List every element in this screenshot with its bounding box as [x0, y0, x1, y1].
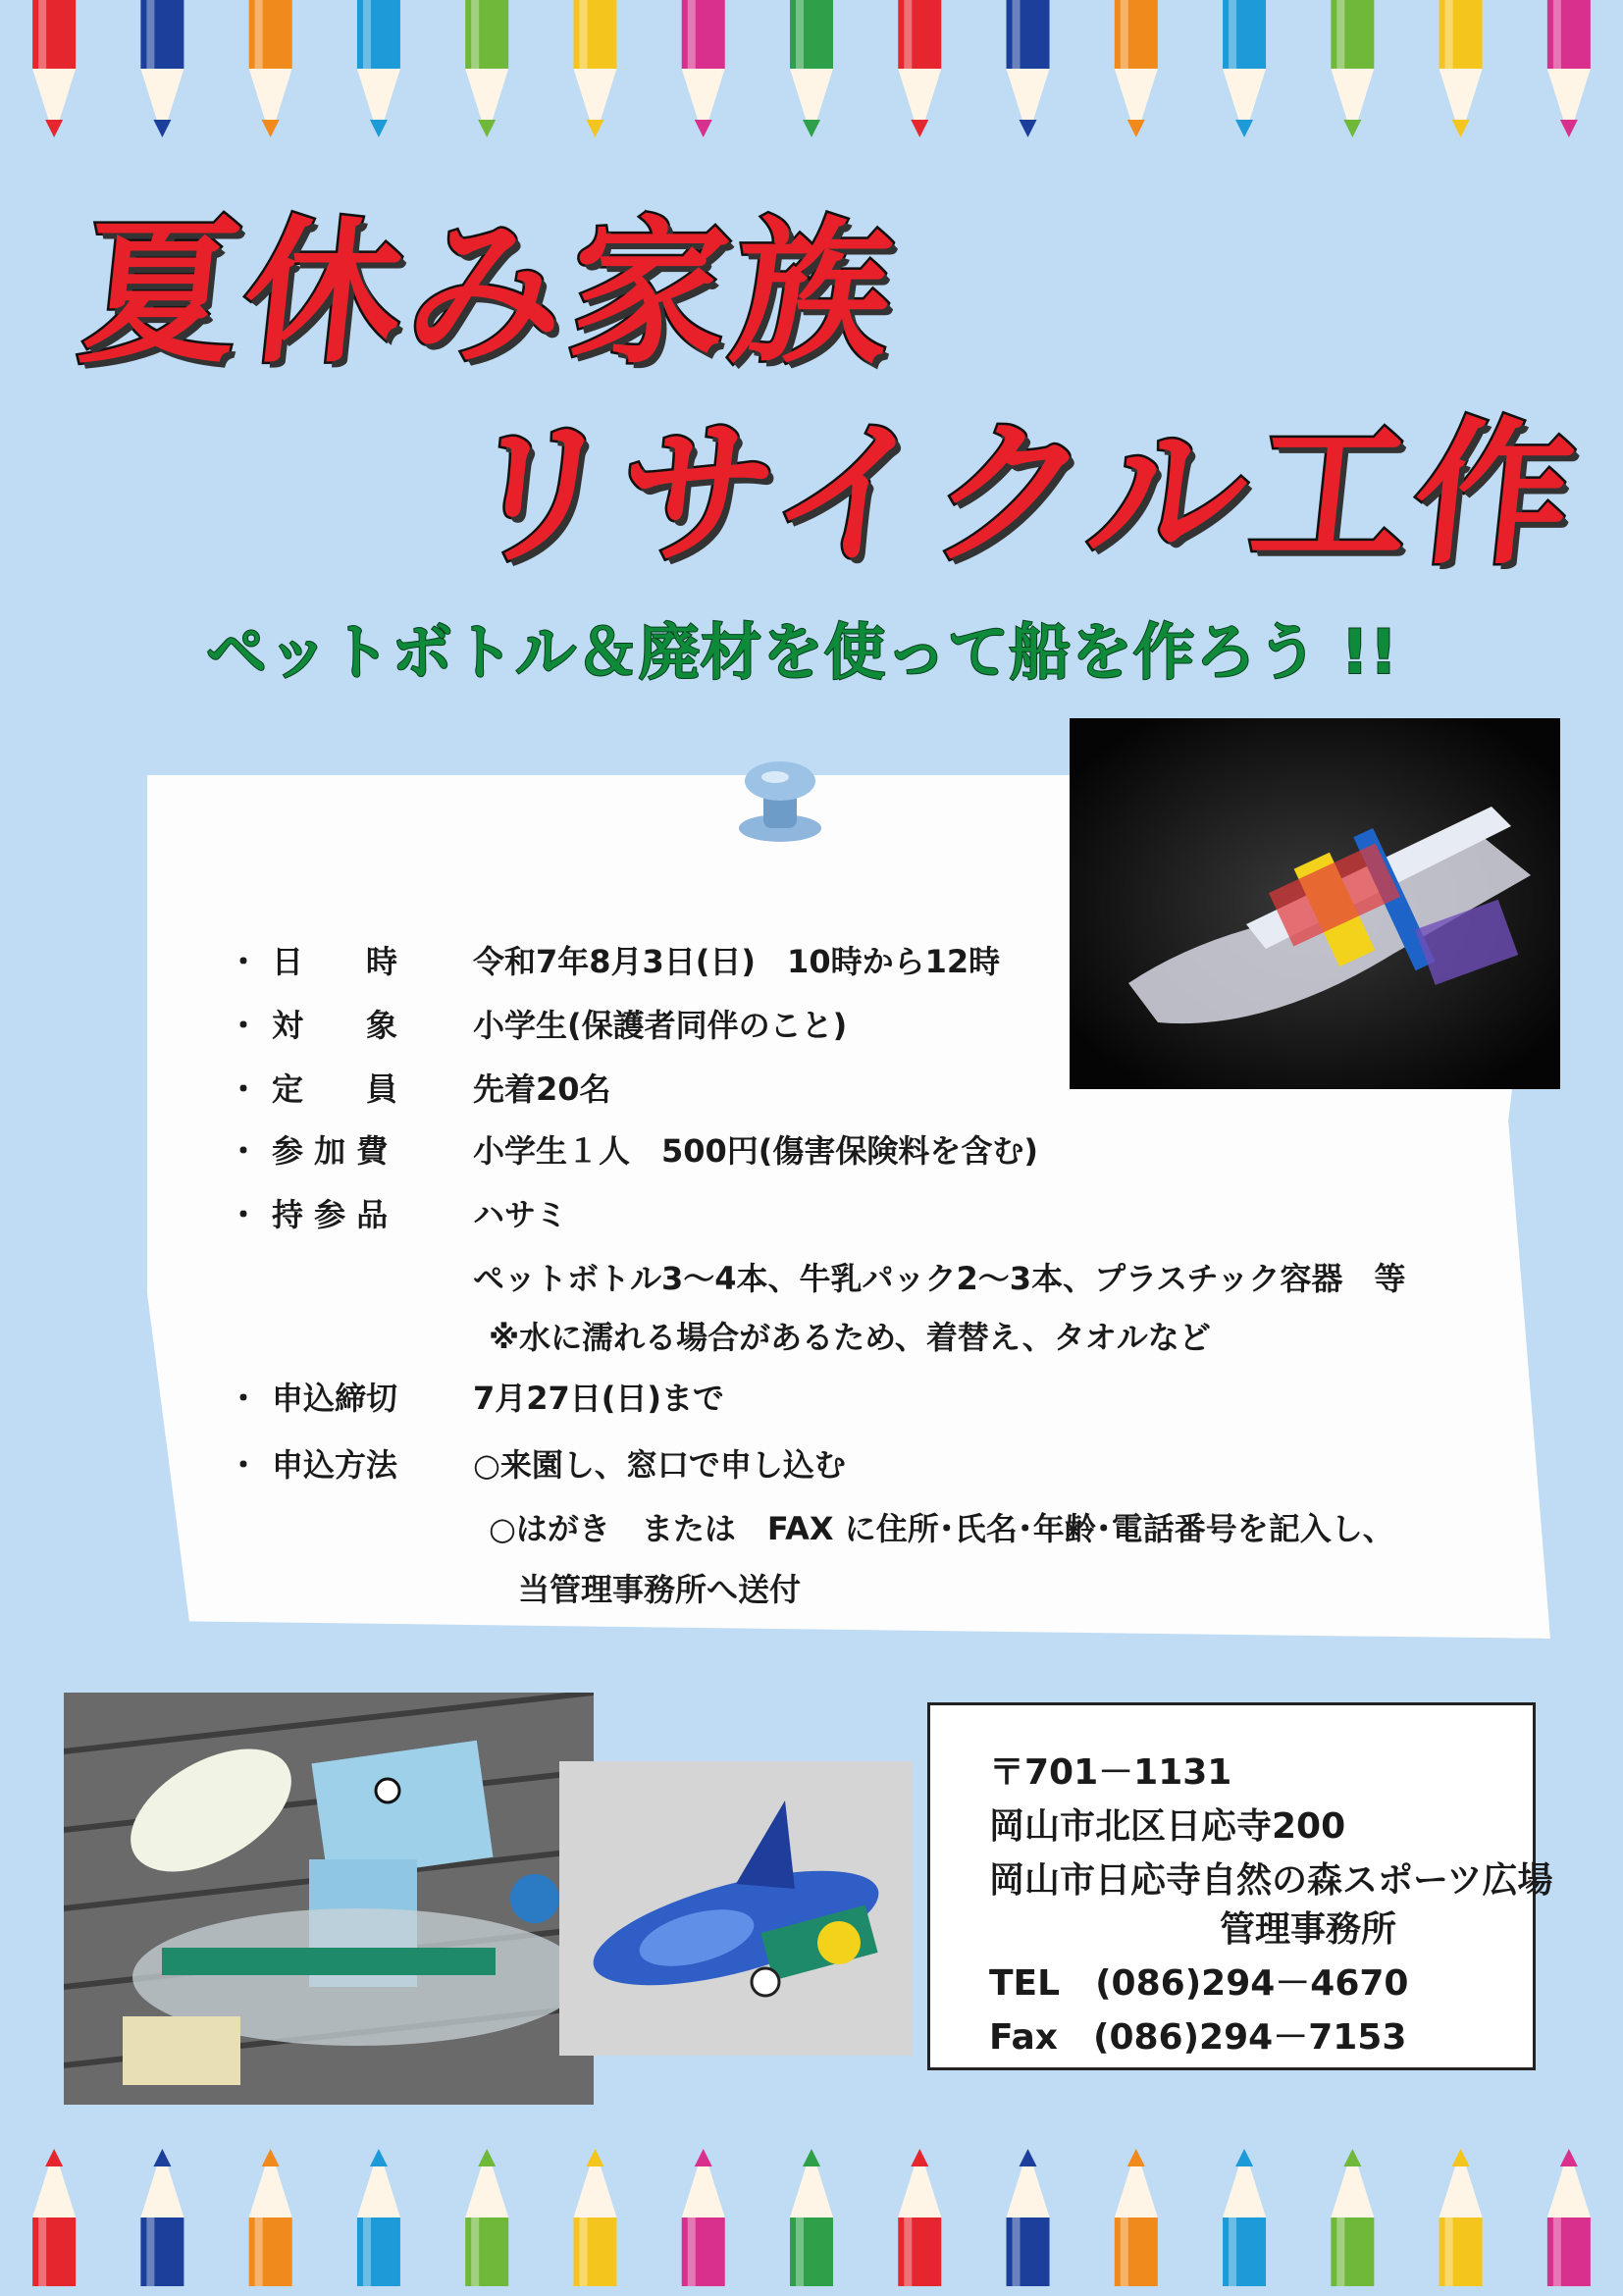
pencil-icon [249, 2149, 292, 2286]
pencil-border-top [0, 0, 1623, 157]
contact-box [927, 1702, 1553, 2070]
address: 岡山市北区日応寺200 [989, 1806, 1346, 1847]
pencil-icon [682, 0, 725, 137]
pencil-icon [898, 0, 941, 137]
pencil-icon [357, 0, 400, 137]
bullet: ・ [228, 1132, 260, 1170]
pencil-icon [898, 2149, 941, 2286]
pencil-icon [1115, 2149, 1158, 2286]
pencil-border-bottom [0, 2129, 1623, 2286]
pencil-icon [682, 2149, 725, 2286]
bring-items-line: ペットボトル3～4本、牛乳パック2～3本、プラスチック容器 等 [473, 1260, 1406, 1297]
boat-photo-1 [1070, 718, 1560, 1089]
pencil-icon [1223, 0, 1266, 137]
bullet: ・ [228, 1380, 260, 1417]
label-fee: 参 加 費 [272, 1132, 389, 1170]
label-target: 対 象 [272, 1007, 398, 1044]
pencil-icon [465, 2149, 508, 2286]
pencil-icon [140, 0, 183, 137]
pencil-icon [790, 0, 833, 137]
pencil-icon [1007, 0, 1050, 137]
tel-number: TEL (086)294－4670 [989, 1963, 1409, 2004]
bullet: ・ [228, 1007, 260, 1044]
value-method: ○来園し、窓口で申し込む [473, 1446, 846, 1484]
postal-code: 〒701－1131 [989, 1752, 1232, 1793]
facility-name: 岡山市日応寺自然の森スポーツ広場 [989, 1860, 1553, 1901]
method-line-2: ○はがき または FAX に住所･氏名･年齢･電話番号を記入し、 [489, 1510, 1394, 1547]
title-line-1: 夏休み家族 [72, 201, 907, 385]
pencil-icon [1007, 2149, 1050, 2286]
title-line-2: リサイクル工作 [449, 402, 1589, 586]
pencil-icon [790, 2149, 833, 2286]
value-target: 小学生(保護者同伴のこと) [473, 1007, 848, 1044]
method-line-3: 当管理事務所へ送付 [518, 1571, 802, 1608]
office-name: 管理事務所 [1220, 1909, 1397, 1950]
pencil-icon [1547, 2149, 1591, 2286]
pencil-icon [465, 0, 508, 137]
label-bring: 持 参 品 [272, 1196, 389, 1233]
bring-note-line: ※水に濡れる場合があるため、着替え、タオルなど [489, 1319, 1211, 1356]
pencil-icon [1440, 2149, 1483, 2286]
pencil-icon [1331, 2149, 1374, 2286]
pencil-icon [1440, 0, 1483, 137]
pencil-icon [1223, 2149, 1266, 2286]
bullet: ・ [228, 943, 260, 980]
pencil-icon [1547, 0, 1591, 137]
pencil-icon [249, 0, 292, 137]
pencil-icon [32, 0, 76, 137]
bullet: ・ [228, 1196, 260, 1233]
pencil-icon [1331, 0, 1374, 137]
label-method: 申込方法 [272, 1446, 398, 1484]
value-deadline: 7月27日(日)まで [473, 1380, 725, 1417]
label-deadline: 申込締切 [272, 1380, 398, 1417]
pencil-icon [573, 2149, 616, 2286]
boat-photo-2 [64, 1693, 594, 2105]
boat-photo-3 [559, 1761, 913, 2056]
pencil-icon [1115, 0, 1158, 137]
push-pin-icon [726, 748, 834, 856]
value-date: 令和7年8月3日(日) 10時から12時 [473, 943, 1001, 980]
value-fee: 小学生１人 500円(傷害保険料を含む) [473, 1132, 1039, 1170]
pencil-icon [140, 2149, 183, 2286]
label-capacity: 定 員 [272, 1070, 398, 1108]
pencil-icon [573, 0, 616, 137]
bullet: ・ [228, 1070, 260, 1108]
bullet: ・ [228, 1446, 260, 1484]
label-date: 日 時 [272, 943, 398, 980]
value-capacity: 先着20名 [473, 1070, 611, 1108]
value-bring: ハサミ [473, 1196, 568, 1233]
pencil-icon [32, 2149, 76, 2286]
pencil-icon [357, 2149, 400, 2286]
subtitle: ペットボトル＆廃材を使って船を作ろう !! [206, 616, 1399, 688]
fax-number: Fax (086)294－7153 [989, 2017, 1407, 2058]
